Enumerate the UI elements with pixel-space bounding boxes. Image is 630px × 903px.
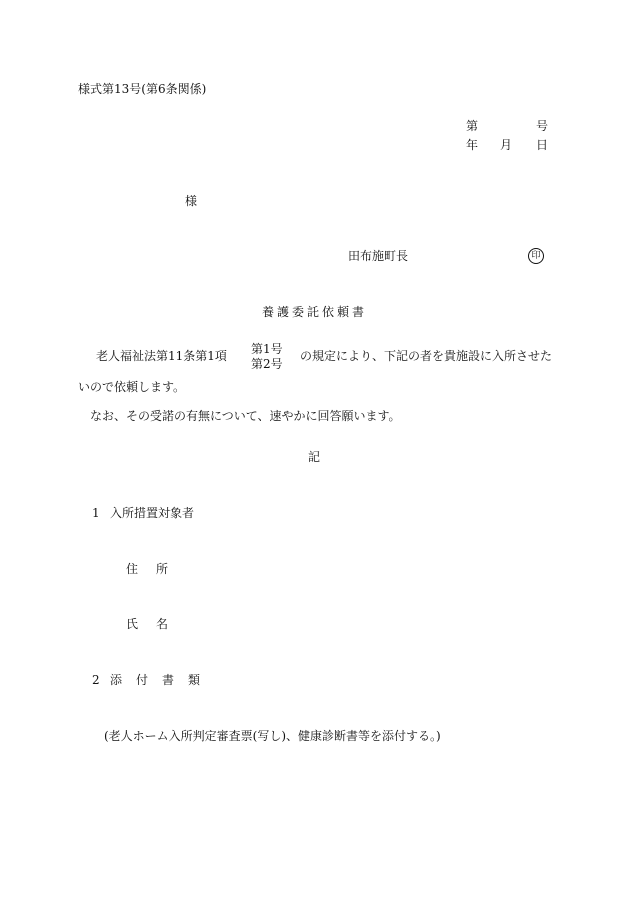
law-reference: 老人福祉法第11条第1項 — [96, 349, 227, 363]
body-line-1-rest: の規定により、下記の者を貴施設に入所させた — [300, 349, 553, 363]
document-title: 養護委託依頼書 — [262, 305, 368, 319]
law-item-1: 第1号 — [251, 342, 283, 356]
date-year: 年 — [466, 138, 479, 152]
addressee-suffix: 様 — [185, 194, 198, 208]
doc-number-go: 号 — [536, 119, 549, 133]
doc-number-dai: 第 — [466, 119, 479, 133]
seal-mark: 印 — [528, 248, 544, 264]
sender-title: 田布施町長 — [348, 249, 409, 263]
ki-heading: 記 — [308, 450, 321, 464]
section2-number: 2 — [92, 673, 100, 687]
body-line-2: いので依頼します。 — [78, 380, 186, 394]
date-day: 日 — [536, 138, 549, 152]
section1-label: 入所措置対象者 — [110, 506, 195, 520]
date-month: 月 — [500, 138, 513, 152]
form-label: 様式第13号(第6条関係) — [78, 82, 207, 96]
attachment-note: (老人ホーム入所判定審査票(写し)、健康診断書等を添付する。) — [104, 729, 441, 743]
body-line-3: なお、その受諾の有無について、速やかに回答願います。 — [90, 409, 401, 423]
law-item-2: 第2号 — [251, 357, 283, 371]
field-name-label: 氏 名 — [126, 617, 172, 631]
section1-number: 1 — [92, 506, 100, 520]
section2-label: 添付書類 — [110, 673, 215, 687]
field-address-label: 住 所 — [126, 562, 172, 576]
